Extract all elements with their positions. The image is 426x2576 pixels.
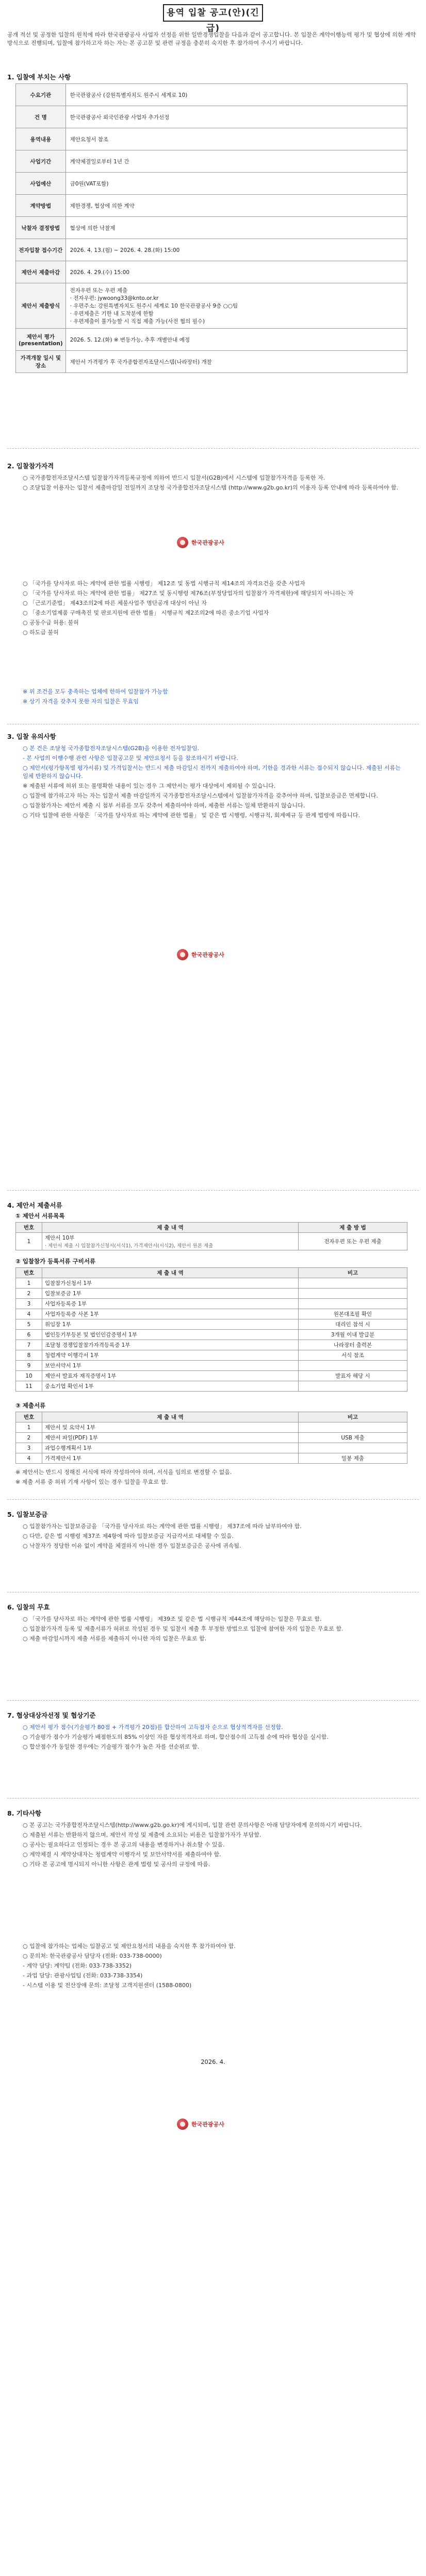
paragraph-line: ○ 합산점수가 동일한 경우에는 기술평가 점수가 높은 자를 선순위로 함. (23, 1743, 200, 1750)
cell-item (42, 1340, 299, 1350)
table-row (16, 1233, 407, 1250)
cell-item (42, 1381, 299, 1392)
cell-number: 5 (16, 1319, 42, 1330)
row-label: 낙찰자 결정방법 (16, 217, 66, 239)
paragraph-line: ○ 기타 입찰에 관한 사항은 「국가를 당사자로 하는 계약에 관한 법률」 및 같은 법 시행령, 시행규칙, 회계예규 등 관계 법령에 따릅니다. (23, 812, 360, 819)
item-text: 사업자등록증 1부 (45, 1301, 87, 1307)
cell-note (299, 1443, 407, 1453)
cell-item (42, 1309, 299, 1319)
cell-note: 원본대조필 확인 (299, 1309, 407, 1319)
row-value (65, 195, 407, 217)
table-row (16, 1443, 407, 1453)
cell-number: 3 (16, 1443, 42, 1453)
intro-text: 공개 적선 및 공정한 입찰의 원칙에 따라 한국관광공사 사업자 선정을 위한 일반경쟁입찰을 다음과 같이 공고합니다. 본 입찰은 계약이행능력 평가 및 협상에 의한 계약 방식으로 진행되며, 입찰에 참가하고자 하는 자는 본 공고문 및 관련 규정을 충분히 숙지한 후 참가하여 주시기 바랍니다. (7, 31, 416, 46)
row-label: 제안서 제출방식 (16, 283, 66, 329)
cell-item (42, 1361, 299, 1371)
paragraph-line: ○ 기타 본 공고에 명시되지 아니한 사항은 관계 법령 및 공사의 규정에 따름. (23, 1861, 210, 1868)
row-label: 수요기관 (16, 84, 66, 106)
row-value (65, 261, 407, 283)
logo-text: 한국관광공사 (191, 539, 224, 546)
logo-text: 한국관광공사 (191, 2121, 224, 2128)
row-label: 사업기간 (16, 150, 66, 173)
section-8-text-a (23, 1821, 407, 1870)
paragraph-line: ○ 「중소기업제품 구매촉진 및 판로지원에 관한 법률」 시행규칙 제2조의2에 따른 중소기업 사업자 (23, 609, 269, 616)
item-text: 중소기업 확인서 1부 (45, 1383, 94, 1389)
cell-number: 4 (16, 1453, 42, 1464)
cell-note: 밀봉 제출 (299, 1453, 407, 1464)
table-row (16, 150, 407, 173)
paragraph-line: ○ 조달입찰 이용자는 입찰서 제출마감일 전일까지 조달청 국가종합전자조달시스템 (http://www.g2b.go.kr)의 이용자 등록 안내에 따라 등록하여야 함. (23, 484, 399, 491)
table-row (16, 283, 407, 329)
cell-item (42, 1433, 299, 1443)
table-row (16, 329, 407, 351)
notice-date: 2026. 4. (201, 2058, 225, 2065)
subheading-c: ③ 제출서류 (15, 1402, 46, 1409)
section-5-heading: 5. 입찰보증금 (7, 1511, 48, 1518)
row-label: 가격개찰 일시 및 장소 (16, 351, 66, 373)
subheading-b: ② 입찰참가 등록서류 구비서류 (15, 1258, 96, 1265)
cell-item (42, 1371, 299, 1381)
row-label: 사업예산 (16, 173, 66, 195)
paragraph-line: - 계약 담당: 계약팀 (전화: 033-738-3352) (23, 1962, 132, 1969)
row-value (65, 329, 407, 351)
cell-method: 전자우편 또는 우편 제출 (299, 1233, 407, 1250)
table-header-row (16, 1412, 407, 1422)
cell-item (42, 1443, 299, 1453)
item-text: 사업자등록증 사본 1부 (45, 1311, 99, 1317)
table-row (16, 1381, 407, 1392)
logo-icon (177, 2119, 188, 2130)
column-header: 비고 (299, 1268, 407, 1278)
paragraph-line: ○ 국가종합전자조달시스템 입찰참가자격등록규정에 의하여 반드시 입찰서(G2B)에서 시스템에 입찰참가자격을 등록한 자. (23, 474, 325, 481)
org-logo (177, 2117, 249, 2133)
column-header: 제 출 방 법 (299, 1223, 407, 1233)
table-row (16, 128, 407, 150)
cell-number: 3 (16, 1299, 42, 1309)
cell-note (299, 1278, 407, 1289)
paragraph-line: ○ 계약체결 시 계약상대자는 청렴계약 이행각서 및 보안서약서를 제출하여야 함. (23, 1851, 221, 1858)
table-row (16, 1433, 407, 1443)
table-header-row (16, 1223, 407, 1233)
row-value (65, 239, 407, 261)
value-line: · 우편제출은 기한 내 도착분에 한함 (70, 311, 154, 317)
paragraph-line: ○ 「국가를 당사자로 하는 계약에 관한 법률」 제27조 및 동시행령 제76조(부정당업자의 입찰참가 자격제한)에 해당되지 아니하는 자 (23, 590, 354, 597)
paragraph-line: ○ 「근로기준법」 제43조의2에 따른 체불사업주 명단공개 대상이 아닌 자 (23, 600, 207, 606)
value-line: · 전자우편: jywoong33@knto.or.kr (70, 295, 159, 301)
section-8-text-b (23, 1942, 407, 1991)
divider (7, 448, 419, 449)
paragraph-line: ○ 입찰에 참가하고자 하는 자는 입찰서 제출 마감일까지 국가종합전자조달시스템에서 입찰참가자격을 갖추어야 하며, 입찰보증금은 면제합니다. (23, 792, 378, 799)
cell-note (299, 1299, 407, 1309)
row-value (65, 351, 407, 373)
table-row (16, 173, 407, 195)
table-row (16, 1278, 407, 1289)
paragraph-line: ○ 기술평가 점수가 기술평가 배점한도의 85% 이상인 자를 협상적격자로 하며, 합산점수의 고득점 순에 따라 협상을 실시함. (23, 1734, 329, 1740)
row-label: 전자입찰 접수기간 (16, 239, 66, 261)
value-line: 제안서 가격평가 후 국가종합전자조달시스템(나라장터) 개찰 (70, 359, 212, 365)
row-value (65, 150, 407, 173)
cell-note (299, 1289, 407, 1299)
item-text: 입찰보증금 1부 (45, 1291, 81, 1297)
value-line: 제한경쟁, 협상에 의한 계약 (70, 202, 135, 209)
section-5-text (23, 1522, 407, 1552)
item-text: 과업수행계획서 1부 (45, 1445, 92, 1451)
section-3-text (23, 744, 407, 821)
paragraph-line: - 본 사업의 이행수행 관련 사항은 입찰공고문 및 제안요청서 등을 참조하시기 바랍니다. (23, 755, 238, 761)
table-row (16, 261, 407, 283)
column-header: 번호 (16, 1412, 42, 1422)
cell-note: 나라장터 출력본 (299, 1340, 407, 1350)
cell-note (299, 1381, 407, 1392)
cell-number: 7 (16, 1340, 42, 1350)
item-text: 제안서 및 요약서 1부 (45, 1425, 95, 1431)
row-label: 건 명 (16, 106, 66, 128)
item-text: 위임장 1부 (45, 1321, 71, 1328)
item-note: · 제안서 제출 시 입찰참가신청서(서식1), 가격제안서(서식2), 제안서 원본 제출 (45, 1243, 214, 1249)
section-4-heading: 4. 제안서 제출서류 (7, 1201, 62, 1209)
cell-number: 1 (16, 1278, 42, 1289)
section-6-text (23, 1615, 407, 1645)
section-7-heading: 7. 협상대상자선정 및 협상기준 (7, 1711, 96, 1719)
column-header: 제 출 내 역 (42, 1412, 299, 1422)
column-header: 번호 (16, 1223, 42, 1233)
cell-number: 11 (16, 1381, 42, 1392)
column-header: 제 출 내 역 (42, 1268, 299, 1278)
cell-item (42, 1319, 299, 1330)
divider (7, 1499, 419, 1500)
paragraph-line: ※ 제안서는 반드시 정해진 서식에 따라 작성하여야 하며, 서식을 임의로 변경할 수 없음. (15, 1469, 232, 1476)
value-line: 금0원(VAT포함) (70, 180, 109, 187)
cell-note (299, 1361, 407, 1371)
paragraph-line: ○ 공사는 필요하다고 인정되는 경우 본 공고의 내용을 변경하거나 취소할 수 있음. (23, 1841, 225, 1848)
cell-number: 8 (16, 1350, 42, 1361)
value-line: 한국관광공사 외국인관광 사업자 추가선정 (70, 114, 170, 121)
registration-docs-table (15, 1267, 407, 1392)
row-value (65, 84, 407, 106)
value-line: 2026. 4. 13.(월) ~ 2026. 4. 28.(화) 15:00 (70, 247, 180, 253)
paragraph-line: ○ 「국가를 당사자로 하는 계약에 관한 법률 시행령」 제39조 및 같은 법 시행규칙 제44조에 해당하는 입찰은 무효로 함. (23, 1616, 322, 1622)
paragraph-line: ○ 하도급 불허 (23, 629, 59, 636)
cell-note: 대리인 참석 시 (299, 1319, 407, 1330)
table-row (16, 1371, 407, 1381)
paragraph-line: ○ 문의처: 한국관광공사 담당자 (전화: 033-738-0000) (23, 1953, 162, 1959)
table-row (16, 1319, 407, 1330)
paragraph-line: ○ 제안서 평가 점수(기술평가 80점 + 가격평가 20점)를 합산하여 고득점자 순으로 협상적격자를 선정함. (23, 1724, 283, 1731)
logo-icon (177, 949, 188, 960)
cell-item (42, 1422, 299, 1433)
cell-note (299, 1422, 407, 1433)
value-line: · 우편제출이 불가능할 시 직접 제출 가능(사전 협의 필수) (70, 318, 205, 325)
section-1-heading: 1. 입찰에 부치는 사항 (7, 73, 71, 81)
row-label: 용역내용 (16, 128, 66, 150)
section-6-heading: 6. 입찰의 무효 (7, 1603, 50, 1611)
cell-number: 2 (16, 1433, 42, 1443)
paragraph-line: ○ 입찰참가자는 제안서 제출 시 첨부 서류를 모두 갖추어 제출하여야 하며, 제출한 서류는 일체 반환하지 않습니다. (23, 802, 305, 809)
table-row (16, 84, 407, 106)
row-label: 제안서 제출마감 (16, 261, 66, 283)
row-label: 계약방법 (16, 195, 66, 217)
value-line: 전자우편 또는 우편 제출 (70, 287, 128, 294)
item-text: 법인등기부등본 및 법인인감증명서 1부 (45, 1332, 137, 1338)
paragraph-line: ○ 「국가를 당사자로 하는 계약에 관한 법률 시행령」 제12조 및 동법 시행규칙 제14조의 자격요건을 갖춘 사업자 (23, 580, 305, 587)
cell-number: 4 (16, 1309, 42, 1319)
divider (7, 1700, 419, 1701)
cell-number: 9 (16, 1361, 42, 1371)
value-line: 2026. 4. 29.(수) 15:00 (70, 269, 130, 276)
cell-number: 2 (16, 1289, 42, 1299)
item-text: 제안서 10부 (45, 1235, 75, 1241)
section-2-text-a (23, 474, 407, 494)
logo-icon (177, 537, 188, 548)
table-row (16, 1422, 407, 1433)
column-header: 제 출 내 역 (42, 1223, 299, 1233)
value-line: 한국관광공사 (강원특별자치도 원주시 세계로 10) (70, 92, 188, 98)
paragraph-line: ○ 제출된 서류는 반환하지 않으며, 제안서 작성 및 제출에 소요되는 비용은 입찰참가자가 부담함. (23, 1832, 261, 1838)
section-2-heading: 2. 입찰참가자격 (7, 462, 54, 470)
item-text: 제안서 파일(PDF) 1부 (45, 1435, 98, 1441)
cell-item (42, 1330, 299, 1340)
table-row (16, 195, 407, 217)
paragraph-line: ○ 본 건은 조달청 국가종합전자조달시스템(G2B)을 이용한 전자입찰임. (23, 745, 199, 752)
paragraph-line: ○ 본 공고는 국가종합전자조달시스템(http://www.g2b.go.kr)에 게시되며, 입찰 관련 문의사항은 아래 담당자에게 문의하시기 바랍니다. (23, 1822, 362, 1828)
value-line: · 우편주소: 강원특별자치도 원주시 세계로 10 한국관광공사 9층 ○○팀 (70, 303, 238, 309)
paragraph-line: ○ 다만, 같은 법 시행령 제37조 제4항에 따라 입찰보증금 지급각서로 대체할 수 있음. (23, 1533, 234, 1539)
table-header-row (16, 1268, 407, 1278)
value-line: 협상에 의한 낙찰제 (70, 225, 116, 231)
cell-note: 3개월 이내 발급분 (299, 1330, 407, 1340)
row-value (65, 106, 407, 128)
table-row (16, 1453, 407, 1464)
cell-item (42, 1350, 299, 1361)
subheading-a: ① 제안서 서류목록 (15, 1212, 65, 1219)
cell-number: 6 (16, 1330, 42, 1340)
logo-text: 한국관광공사 (191, 952, 224, 958)
paragraph-line: ○ 제안서(평가항목별 평가서류) 및 가격입찰서는 반드시 제출 마감일시 전까지 제출하여야 하며, 기한을 경과한 서류는 접수되지 않습니다. 제출된 서류는 일체 반환하지 않습니다. (23, 765, 401, 779)
value-line: 2026. 5. 12.(화) ※ 변동가능, 추후 개별안내 예정 (70, 336, 190, 343)
cell-item (42, 1289, 299, 1299)
cell-item (42, 1278, 299, 1289)
cell-item (42, 1299, 299, 1309)
item-text: 가격제안서 1부 (45, 1455, 81, 1462)
submit-docs-table (15, 1412, 407, 1464)
table-row (16, 1350, 407, 1361)
value-line: 계약체결일로부터 1년 간 (70, 158, 129, 165)
paragraph-line: ○ 제출 마감일시까지 제출 서류를 제출하지 아니한 자의 입찰은 무효로 함. (23, 1635, 207, 1642)
page-title: 용역 입찰 공고(안)(긴급) (163, 4, 263, 22)
notice-line: ※ 위 조건을 모두 충족하는 업체에 한하여 입찰참가 가능함 (23, 688, 168, 695)
section-7-text (23, 1723, 407, 1753)
item-text: 청렴계약 이행각서 1부 (45, 1352, 99, 1359)
row-value (65, 128, 407, 150)
cell-note: 서식 참조 (299, 1350, 407, 1361)
paragraph-line: ※ 제출된 서류에 허위 또는 불명확한 내용이 있는 경우 그 제안서는 평가 대상에서 제외될 수 있습니다. (23, 783, 276, 789)
cell-item (42, 1453, 299, 1464)
paragraph-line: ※ 제출 서류 중 허위 기재 사항이 있는 경우 입찰을 무효로 함. (15, 1479, 168, 1485)
section-4-notes (15, 1468, 400, 1488)
paragraph-line: ○ 입찰에 참가하는 업체는 입찰공고 및 제안요청서의 내용을 숙지한 후 참가하여야 함. (23, 1943, 236, 1950)
table-row (16, 239, 407, 261)
section-8-heading: 8. 기타사항 (7, 1809, 42, 1817)
cell-item (42, 1233, 299, 1250)
table-row (16, 1361, 407, 1371)
table-row (16, 217, 407, 239)
column-header: 번호 (16, 1268, 42, 1278)
divider (7, 1798, 419, 1799)
org-logo (177, 536, 249, 551)
cell-number: 10 (16, 1371, 42, 1381)
section-3-heading: 3. 입찰 유의사항 (7, 733, 56, 740)
paragraph-line: - 과업 담당: 관광사업팀 (전화: 033-738-3354) (23, 1972, 143, 1979)
item-text: 조달청 경쟁입찰참가자격등록증 1부 (45, 1342, 130, 1348)
section-2-text-b (23, 580, 407, 638)
row-label: 제안서 평가 (presentation) (16, 329, 66, 351)
row-value (65, 173, 407, 195)
notice-line: ※ 상기 자격을 갖추지 못한 자의 입찰은 무효임 (23, 698, 139, 705)
cell-note: USB 제출 (299, 1433, 407, 1443)
table-row (16, 1289, 407, 1299)
cell-note: 발표자 해당 시 (299, 1371, 407, 1381)
bid-info-table (15, 83, 407, 373)
paragraph-line: ○ 입찰참가자는 입찰보증금을 「국가를 당사자로 하는 계약에 관한 법률 시행령」 제37조에 따라 납부하여야 함. (23, 1523, 302, 1530)
row-value (65, 283, 407, 329)
table-row (16, 1330, 407, 1340)
item-text: 보안서약서 1부 (45, 1363, 81, 1369)
paragraph-line: ○ 입찰참가자격 등록 및 제출서류가 허위로 작성된 경우 및 입찰서 제출 후 부정한 방법으로 입찰에 참여한 자의 입찰은 무효로 함. (23, 1625, 343, 1632)
paragraph-line: ○ 낙찰자가 정당한 이유 없이 계약을 체결하지 아니한 경우 입찰보증금은 공사에 귀속됨. (23, 1543, 241, 1549)
table-row (16, 106, 407, 128)
item-text: 제안서 발표자 재직증명서 1부 (45, 1373, 117, 1379)
table-row (16, 351, 407, 373)
table-row (16, 1309, 407, 1319)
divider (7, 1190, 419, 1191)
row-value (65, 217, 407, 239)
value-line: 제안요청서 참조 (70, 136, 109, 143)
item-text: 입찰참가신청서 1부 (45, 1280, 92, 1286)
paragraph-line: ○ 공동수급 허용: 불허 (23, 619, 79, 626)
proposal-docs-table (15, 1222, 407, 1250)
cell-number: 1 (16, 1233, 42, 1250)
table-row (16, 1340, 407, 1350)
column-header: 비고 (299, 1412, 407, 1422)
table-row (16, 1299, 407, 1309)
cell-number: 1 (16, 1422, 42, 1433)
paragraph-line: - 시스템 이용 및 전산장애 문의: 조달청 고객지원센터 (1588-0800) (23, 1982, 192, 1989)
org-logo (177, 948, 249, 963)
section-2-notice (23, 688, 407, 707)
